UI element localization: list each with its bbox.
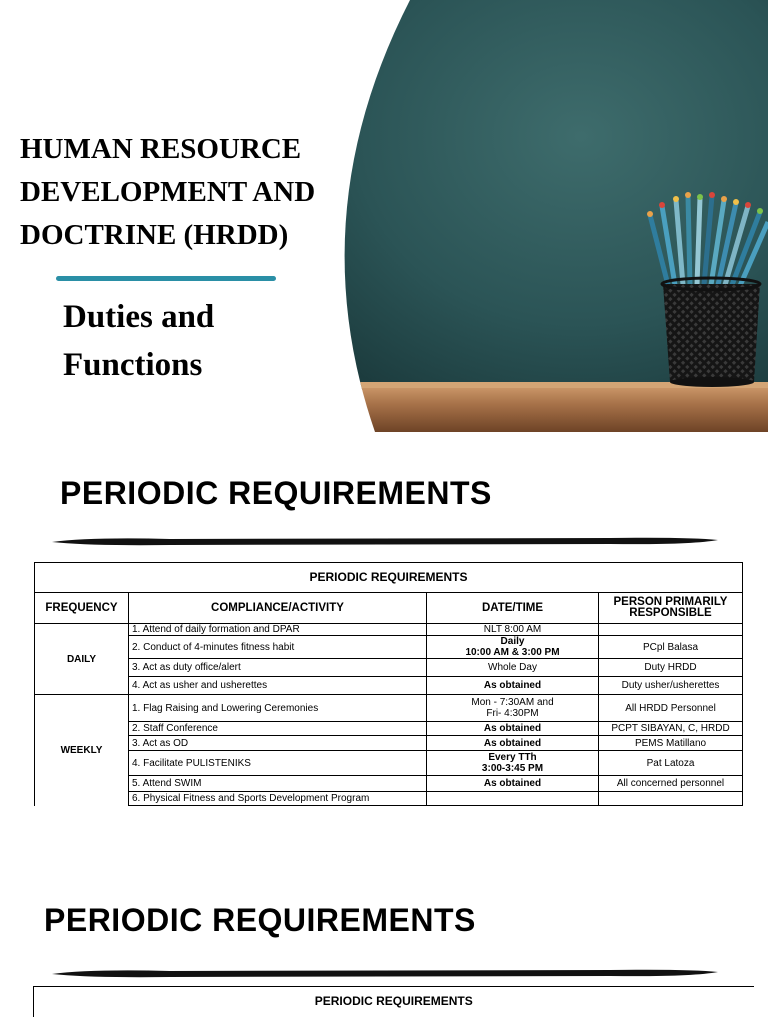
pencil-cup-icon: [662, 278, 760, 387]
date-cell: [427, 695, 599, 722]
person-cell: Duty HRDD: [599, 659, 743, 677]
date-line-1: Every TTh: [488, 752, 537, 763]
title-line-1: HUMAN RESOURCE: [20, 133, 302, 165]
table-title: PERIODIC REQUIREMENTS: [35, 563, 743, 593]
table-row: [35, 736, 743, 751]
header-person-line-2: RESPONSIBLE: [629, 607, 712, 619]
requirements-table: [33, 986, 754, 1017]
table-title-row: [34, 987, 754, 1017]
date-cell: As obtained: [427, 776, 599, 792]
title-line-2: DEVELOPMENT AND: [20, 176, 316, 208]
activity-cell: 4. Act as usher and usherettes: [129, 677, 427, 695]
date-line-1: Mon - 7:30AM and: [471, 697, 554, 708]
brush-divider: [50, 534, 720, 548]
table-row: [35, 722, 743, 736]
title-line-3: DOCTRINE (HRDD): [20, 219, 289, 251]
header-person: [599, 593, 743, 624]
date-cell: [427, 751, 599, 776]
activity-cell: 3. Act as OD: [129, 736, 427, 751]
subtitle-line-2: Functions: [63, 347, 203, 383]
person-cell: PCpl Balasa: [599, 636, 743, 659]
slide-heading: PERIODIC REQUIREMENTS: [44, 902, 476, 938]
date-line-2: Fri- 4:30PM: [486, 708, 539, 719]
table-row: [35, 659, 743, 677]
activity-cell: 1. Attend of daily formation and DPAR: [129, 624, 427, 636]
activity-cell: 2. Staff Conference: [129, 722, 427, 736]
header-frequency: FREQUENCY: [35, 593, 129, 624]
table-row: [35, 624, 743, 636]
table-header-row: [35, 593, 743, 624]
periodic-requirements-slide: [0, 432, 768, 858]
title-slide: [0, 0, 768, 432]
person-cell: [599, 624, 743, 636]
accent-divider: [56, 276, 276, 281]
date-cell: As obtained: [427, 736, 599, 751]
person-cell: All concerned personnel: [599, 776, 743, 792]
header-person-line-1: PERSON PRIMARILY: [613, 596, 728, 608]
table-row: [35, 677, 743, 695]
header-activity: COMPLIANCE/ACTIVITY: [129, 593, 427, 624]
date-cell: [427, 636, 599, 659]
person-cell: Duty usher/usherettes: [599, 677, 743, 695]
frequency-daily: DAILY: [35, 624, 129, 695]
subtitle-line-1: Duties and: [63, 299, 215, 335]
slide-heading: PERIODIC REQUIREMENTS: [60, 475, 492, 511]
person-cell: [599, 792, 743, 806]
activity-cell: 1. Flag Raising and Lowering Ceremonies: [129, 695, 427, 722]
date-cell: [427, 792, 599, 806]
date-cell: NLT 8:00 AM: [427, 624, 599, 636]
table-row: [35, 751, 743, 776]
activity-cell: 3. Act as duty office/alert: [129, 659, 427, 677]
person-cell: PCPT SIBAYAN, C, HRDD: [599, 722, 743, 736]
brush-divider: [50, 966, 720, 980]
table-title-row: [35, 563, 743, 593]
table-title: PERIODIC REQUIREMENTS: [34, 987, 754, 1017]
date-cell: As obtained: [427, 677, 599, 695]
header-datetime: DATE/TIME: [427, 593, 599, 624]
presentation-title: [20, 128, 315, 257]
table-row: [35, 776, 743, 792]
frequency-weekly: WEEKLY: [35, 695, 129, 806]
person-cell: All HRDD Personnel: [599, 695, 743, 722]
person-cell: PEMS Matillano: [599, 736, 743, 751]
requirements-table: [34, 562, 743, 806]
activity-cell: 5. Attend SWIM: [129, 776, 427, 792]
activity-cell: 4. Facilitate PULISTENIKS: [129, 751, 427, 776]
periodic-requirements-slide-2: [0, 858, 768, 1024]
date-line-2: 10:00 AM & 3:00 PM: [465, 647, 560, 658]
activity-cell: 2. Conduct of 4-minutes fitness habit: [129, 636, 427, 659]
presentation-subtitle: [63, 293, 214, 389]
table-row: [35, 792, 743, 806]
date-line-2: 3:00-3:45 PM: [481, 763, 544, 774]
date-cell: Whole Day: [427, 659, 599, 677]
date-line-1: Daily: [500, 636, 525, 647]
date-cell: As obtained: [427, 722, 599, 736]
person-cell: Pat Latoza: [599, 751, 743, 776]
table-row: [35, 695, 743, 722]
activity-cell: 6. Physical Fitness and Sports Development Program: [129, 792, 427, 806]
table-row: [35, 636, 743, 659]
